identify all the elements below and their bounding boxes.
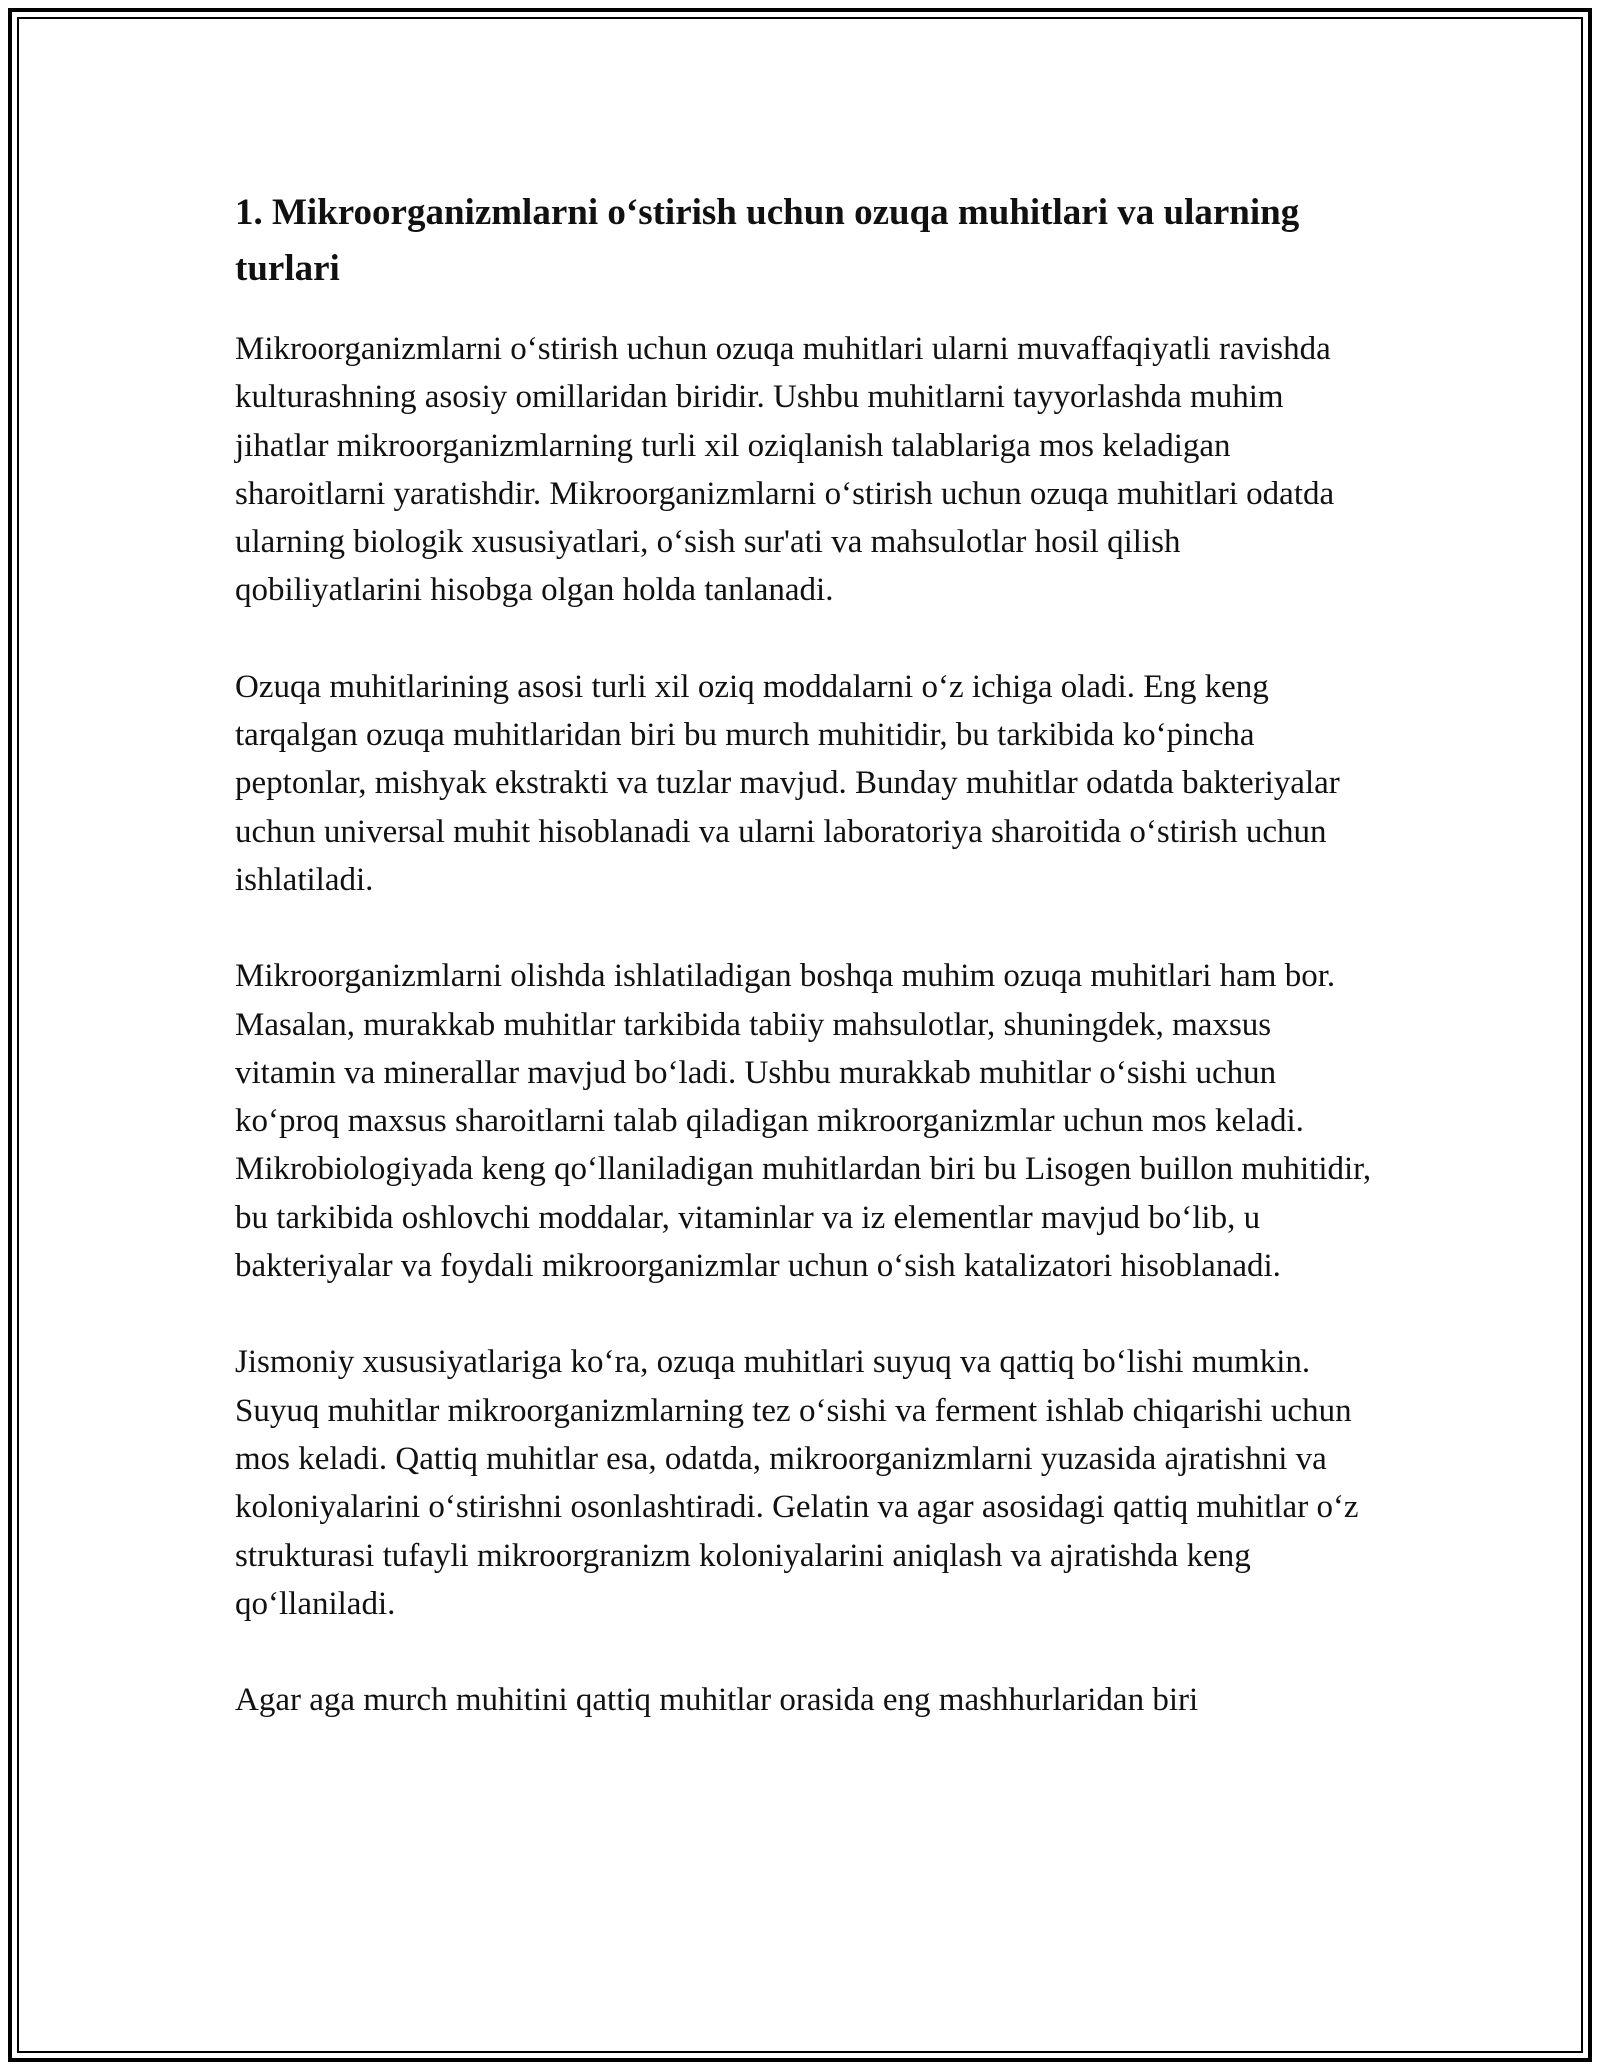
- paragraph-1: Mikroorganizmlarni o‘stirish uchun ozuqa muhitlari ularni muvaffaqiyatli ravishda kulturashning asosiy omillaridan biridir. Ushbu muhitlarni tayyorlashda muhim jihatlar mikroorganizmlarning turli xil oziqlanish talablariga mos keladigan sharoitlarni yaratishdir. Mikroorganizmlarni o‘stirish uchun ozuqa muhitlari odatda ularning biologik xususiyatlari, o‘sish sur'ati va mahsulotlar hosil qilish qobiliyatlarini hisobga olgan holda tanlanadi.: [235, 331, 1335, 609]
- paragraph-4: Jismoniy xususiyatlariga ko‘ra, ozuqa muhitlari suyuq va qattiq bo‘lishi mumkin. Suyuq muhitlar mikroorganizmlarning tez o‘sishi va ferment ishlab chiqarishi uchun mos keladi. Qattiq muhitlar esa, odatda, mikroorganizmlarni yuzasida ajratishni va koloniyalarini o‘stirishni osonlashtiradi. Gelatin va agar asosidagi qattiq muhitlar o‘z strukturasi tufayli mikroorgranizm koloniyalarini aniqlash va ajratishda keng qo‘llaniladi.: [235, 1344, 1359, 1622]
- paragraph-5: Agar aga murch muhitini qattiq muhitlar orasida eng mashhurlaridan biri: [235, 1682, 1199, 1719]
- paragraph-2: Ozuqa muhitlarining asosi turli xil oziq moddalarni o‘z ichiga oladi. Eng keng tarqalgan ozuqa muhitlaridan biri bu murch muhitidir, bu tarkibida ko‘pincha peptonlar, mishyak ekstrakti va tuzlar mavjud. Bunday muhitlar odatda bakteriyalar uchun universal muhit hisoblanadi va ularni laboratoriya sharoitida o‘stirish uchun ishlatiladi.: [235, 668, 1340, 898]
- paragraph-3: Mikroorganizmlarni olishda ishlatiladigan boshqa muhim ozuqa muhitlari ham bor. Masalan, murakkab muhitlar tarkibida tabiiy mahsulotlar, shuningdek, maxsus vitamin va minerallar mavjud bo‘ladi. Ushbu murakkab muhitlar o‘sishi uchun ko‘proq maxsus sharoitlarni talab qiladigan mikroorganizmlar uchun mos keladi. Mikrobiologiyada keng qo‘llaniladigan muhitlardan biri bu Lisogen buillon muhitidir, bu tarkibida oshlovchi moddalar, vitaminlar va iz elementlar mavjud bo‘lib, u bakteriyalar va foydali mikroorganizmlar uchun o‘sish katalizatori hisoblanadi.: [235, 958, 1372, 1285]
- section-heading: 1. Mikroorganizmlarni o‘stirish uchun ozuqa muhitlari va ularning turlari: [235, 192, 1300, 289]
- document-content: [235, 185, 1375, 1772]
